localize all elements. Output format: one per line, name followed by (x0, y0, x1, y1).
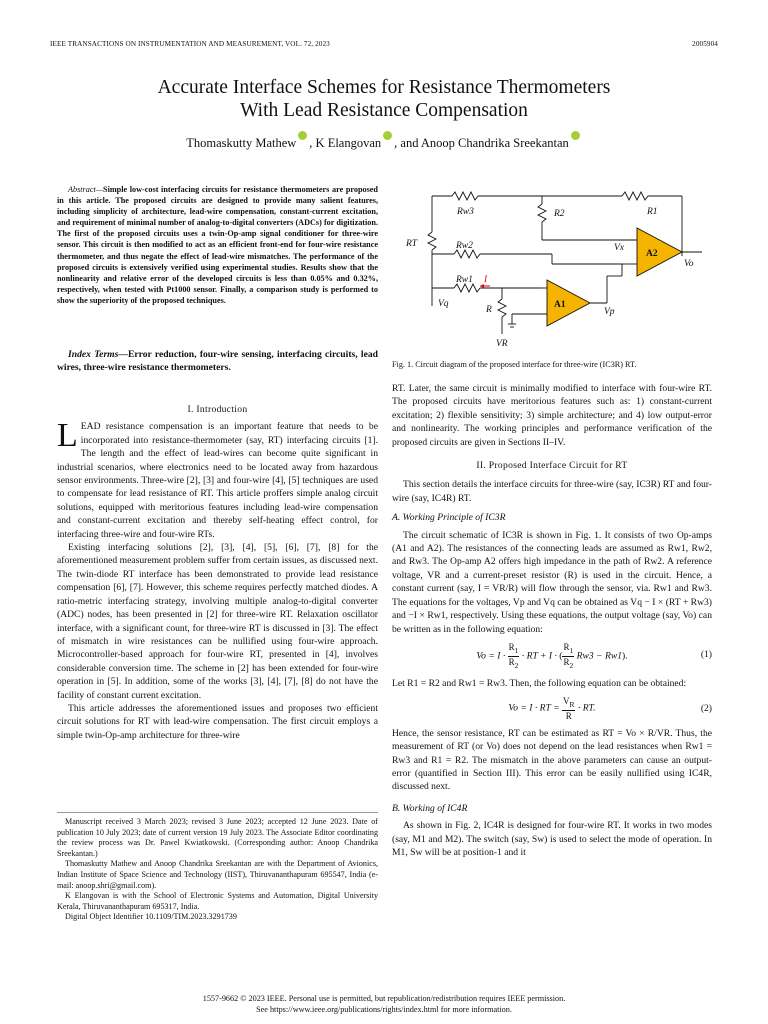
equation-number: (2) (700, 702, 712, 714)
label-rw1: Rw1 (456, 275, 473, 285)
article-number: 2005904 (692, 40, 718, 48)
paragraph: RT. Later, the same circuit is minimally modified to interface with four-wire RT. The proposed circuits have meritorious features such as: 1) constant-current excitation; 2) flexible sensitivity; 3) simple architecture; and 4) low output-error and nonlinearity. The working principles and performance verification of the proposed circuits are given in Sections II–IV. (392, 383, 712, 448)
paragraph: This section details the interface circuits for three-wire (say, IC3R) RT and four-wire (say, IC4R) RT. (392, 479, 712, 504)
subsection-heading: A. Working Principle of IC3R (392, 512, 506, 524)
right-column (392, 382, 712, 859)
abstract-label: Abstract— (68, 185, 104, 194)
orcid-icon[interactable] (383, 131, 392, 140)
copyright-footer: 1557-9662 © 2023 IEEE. Personal use is permitted, but republication/redistribution requires IEEE permission. See https://www.ieee.org/publications/rights/index.html for more information. (202, 994, 566, 1014)
equation-number: (1) (700, 648, 712, 660)
author-name: Thomaskutty Mathew (186, 136, 297, 151)
label-vo: Vo (684, 259, 694, 269)
label-r1: R1 (647, 207, 658, 217)
label-current: I (484, 275, 488, 285)
label-a1: A1 (554, 300, 566, 310)
orcid-icon[interactable] (571, 131, 580, 140)
author-list (0, 133, 768, 151)
subsection-heading: B. Working of IC4R (392, 802, 468, 814)
footnotes (57, 812, 378, 923)
label-rt: RT (406, 239, 418, 249)
footnote: Digital Object Identifier 10.1109/TIM.2023.3291739 (65, 912, 237, 922)
drop-cap: L (57, 417, 78, 455)
paper-title: Accurate Interface Schemes for Resistance Thermometers With Lead Resistance Compensation (157, 77, 611, 121)
abstract (57, 184, 378, 306)
paragraph: Hence, the sensor resistance, RT can be estimated as RT = Vo × R/VR. Thus, the measurement of RT (or Vo) does not depend on the lead resistances when Rw1 = Rw3 and R1 = R2. The mismatch in the above parameters can cause an output-error (quantified in Section III). This error can be easily nullified using IC4R, discussed next. (392, 727, 712, 793)
label-rw3: Rw3 (457, 207, 474, 217)
label-rw2: Rw2 (456, 241, 473, 251)
circuit-diagram (392, 184, 712, 352)
footnote: K Elangovan is with the School of Electronic Systems and Automation, Digital University Kerala, Thiruvananthapuram 695317, India. (57, 891, 378, 911)
equation-1: Vo = I · $\frac{R_1}{R_2}$ · RT + I · ( $\frac{R_1}{R_2}$ Rw3 − Rw1). (1) (476, 641, 712, 670)
section-heading: II. Proposed Interface Circuit for RT (476, 460, 628, 472)
footnote: Manuscript received 3 March 2023; revised 3 June 2023; accepted 12 June 2023. Date of publication 10 July 2023; date of current version 19 July 2023. The Associate Editor coordinating the review process was Dr. Pawel Kwiatkowski. (Corresponding author: Anoop Chandrika Sreekantan.) (57, 817, 378, 858)
label-vr: VR (496, 339, 508, 349)
author-name: , and Anoop Chandrika Sreekantan (394, 136, 569, 151)
paragraph: Existing interfacing solutions [2], [3], [4], [5], [6], [7], [8] for the aforementioned measurement problem suffer from certain issues, as discussed next. The twin-diode RT interface has been demonstrated to provide lead resistance compensation [6], [7]. However, this scheme requires perfectly matched diodes. A ratio-metric interfacing strategy, involving multiple analog-to-digital converter (ADC) nodes, has been presented in [2] for three-wire RT. Relaxation oscillator interface, with a significant count, for three-wire RT is discussed in [3]. The effect of mismatch in wire resistances can be nullified using four-wire approach. Microcontroller-based approach for four-wire RT, presented in [4], involves considerable conversion time. The scheme in [2] has been extended for four-wire operation in [5]. In addition, some of the works [3], [4], [7], [8] do not have the facility of constant current excitation. (57, 542, 378, 701)
abstract-text: Simple low-cost interfacing circuits for resistance thermometers are proposed in this article. The proposed circuits are designed to provide many salient features, including simplicity of architecture, lead-wire compensation, constant-current excitation, and requirement of minimal number of analog-to-digital converters (ADCs) for digitization. The first of the proposed circuits uses a twin-Op-amp signal conditioner for three-wire sensor. This circuit is then modified to act as an efficient front-end for four-wire resistance thermometer, and thus negate the effect of lead-wire mismatches. The performance of the proposed circuits is extensively verified using experimental studies. Results show that the nonlinearity and relative error of the developed circuits is less than 0.05% and 0.32%, respectively, when tested with Pt1000 sensor. Finally, a comparison study is performed to show the superiority of the proposed techniques. (57, 185, 378, 305)
label-vp: Vp (604, 307, 615, 317)
label-a2: A2 (646, 249, 658, 259)
label-vq: Vq (438, 299, 449, 309)
equation-2: Vo = I · RT = $\frac{V_R}{R}$ · RT. (2) (508, 695, 712, 721)
figure-caption: Fig. 1. Circuit diagram of the proposed interface for three-wire (IC3R) RT. (392, 360, 637, 369)
journal-name: IEEE TRANSACTIONS ON INSTRUMENTATION AND MEASUREMENT, VOL. 72, 2023 (50, 40, 330, 48)
index-terms-label: Index Terms— (68, 349, 128, 360)
author-name: , K Elangovan (309, 136, 382, 151)
introduction-section: I. Introduction LEAD resistance compensation is an important feature that needs to be incorporated into resistance-thermometer (say, RT) interfacing circuits [1]. The length and the effect of lead-wires can become quite significant in industrial scenarios, where electronics need to be located away from hazardous sensor environments. Three-wire [2], [3] and four-wire [4], [5] techniques are used to compensate for lead resistance of RT. This article proffers simple analog circuit solutions, equipped with meritorious features including lead-wire compensation and constant-current excitation and thereby self-heating effect control, for interfacing three-wire and four-wire RTs. Existing interfacing solutions [2], [3], [4], [5], [6], [7], [8] for the aforementioned measurement problem suffer from certain issues, as discussed next. The twin-diode RT interface has been demonstrated to provide lead resistance compensation [6], [7]. However, this scheme requires perfectly matched diodes. A ratio-metric interfacing strategy, involving multiple analog-to-digital converter (ADC) nodes, has been presented in [2] for three-wire RT. Relaxation oscillator interface, with a significant count, for three-wire RT is discussed in [3]. The effect of mismatch in wire resistances can be nullified using four-wire approach. Microcontroller-based approach for four-wire RT, presented in [4], involves considerable conversion time. The scheme in [2] has been extended for four-wire operation in [5]. In addition, some of the works [3], [4], [7], [8] do not have the facility of constant current excitation. This article addresses the aforementioned issues and proposes two efficient circuit solutions for RT with lead-wire compensation. The first circuit employs a simple twin-Op-amp architecture for three-wire (57, 404, 378, 741)
paragraph: The circuit schematic of IC3R is shown in Fig. 1. It consists of two Op-amps (A1 and A2). The resistances of the connecting leads are assumed as Rw1, Rw2, and Rw3. The Op-amp A2 offers high impedance in the path of Rw2. A reference voltage, VR and a current-preset resistor (R) is used in the circuit. Hence, a constant current (say, I = VR/R) will flow through the sensor, via. Rw1 and Rw3. The equations for the voltages, Vp and Vq can be obtained as Vq − I × (RT + Rw3) and −I × Rw1, respectively. Using these equations, the output voltage (say, Vo) can be written as in the following equation: (392, 529, 712, 635)
paragraph: As shown in Fig. 2, IC4R is designed for four-wire RT. It works in two modes (say, M1 and M2). The switch (say, Sw) is used to select the mode of operation. In M1, Sw will be at position-1 and it (392, 820, 712, 858)
orcid-icon[interactable] (298, 131, 307, 140)
label-r: R (486, 305, 492, 315)
paragraph: Let R1 = R2 and Rw1 = Rw3. Then, the following equation can be obtained: (392, 677, 687, 689)
footnote: Thomaskutty Mathew and Anoop Chandrika Sreekantan are with the Department of Avionics, Indian Institute of Space Science and Technology (IIST), Thiruvananthapuram 695547, India (e-mail: anoop.shri@gmail.com). (57, 859, 378, 890)
label-r2: R2 (554, 209, 565, 219)
section-heading: I. Introduction (187, 404, 248, 415)
index-terms: Index Terms—Error reduction, four-wire sensing, interfacing circuits, lead wires, three-wire resistance thermometers. (57, 349, 378, 373)
paragraph: This article addresses the aforementioned issues and proposes two efficient circuit solutions for RT with lead-wire compensation. The first circuit employs a simple twin-Op-amp architecture for three-wire (57, 702, 378, 741)
running-header (50, 40, 718, 48)
label-vx: Vx (614, 243, 625, 253)
